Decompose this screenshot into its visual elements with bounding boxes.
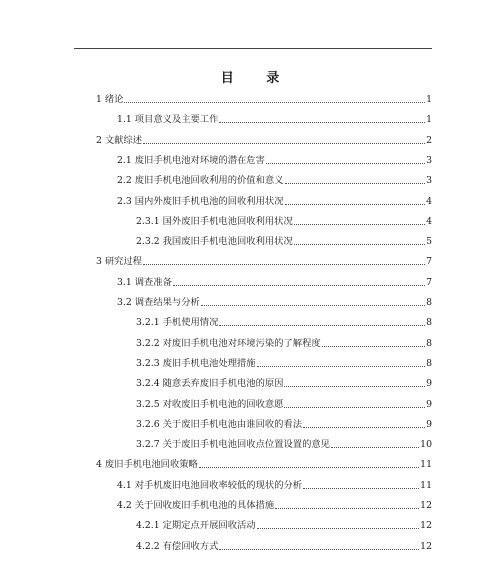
toc-entry[interactable]: [117, 297, 432, 309]
toc-entry[interactable]: [96, 459, 432, 471]
dot-leader: [219, 541, 419, 550]
toc-entry[interactable]: [117, 155, 432, 167]
toc-entry-page-number: 11: [420, 459, 432, 471]
toc-entry[interactable]: [136, 378, 432, 390]
toc-entry-label: 3.2.5 对收废旧手机电池的回收意愿: [136, 398, 284, 410]
toc-entry[interactable]: [136, 216, 432, 228]
header-rule: [74, 48, 432, 49]
toc-entry-page-number: 7: [426, 276, 432, 288]
dot-leader: [284, 378, 425, 387]
toc-entry-label: 2.2 废旧手机电池回收利用的价值和意义: [117, 175, 284, 187]
toc-entry-label: 4.2.2 有偿回收方式: [136, 540, 219, 552]
toc-entry-page-number: 4: [426, 215, 432, 227]
dot-leader: [285, 196, 426, 205]
toc-entry-label: 3 研究过程: [96, 256, 143, 268]
dot-leader: [284, 399, 425, 408]
dot-leader: [143, 135, 425, 144]
toc-entry[interactable]: [136, 358, 432, 370]
toc-entry-page-number: 3: [426, 175, 432, 187]
toc-entry[interactable]: [136, 419, 432, 431]
dot-leader: [303, 419, 425, 428]
dot-leader: [285, 175, 426, 184]
dot-leader: [219, 317, 425, 326]
dot-leader: [303, 480, 419, 489]
toc-entry-label: 4.1 对手机废旧电池回收率较低的现状的分析: [117, 479, 303, 491]
toc-entry-label: 4 废旧手机电池回收策略: [96, 459, 198, 471]
toc-entry-label: 3.2.4 随意丢弃废旧手机电池的原因: [136, 378, 284, 390]
toc-entry[interactable]: [117, 480, 432, 492]
toc-entry-page-number: 10: [420, 439, 432, 451]
dot-leader: [294, 236, 425, 245]
toc-entry-label: 3.2.3 废旧手机电池处理措施: [136, 357, 256, 369]
dot-leader: [173, 277, 425, 286]
toc-entry-label: 3.2 调查结果与分析: [117, 297, 200, 308]
toc-title: 目 录: [220, 71, 294, 86]
toc-entry-label: 4.2 关于回收废旧手机电池的具体措施: [117, 500, 275, 511]
toc-entry[interactable]: [136, 520, 432, 532]
toc-entry[interactable]: [96, 94, 432, 106]
toc-entry-label: 3.2.6 关于废旧手机电池由谁回收的看法: [136, 418, 303, 430]
toc-entry-label: 2.1 废旧手机电池对环境的潜在危害: [117, 154, 265, 166]
dot-leader: [257, 358, 425, 367]
toc-entry[interactable]: [117, 175, 432, 187]
dot-leader: [199, 459, 419, 468]
toc-entry-label: 2.3.1 国外废旧手机电池回收利用状况: [136, 215, 293, 227]
toc-entry-label: 1 绪论: [96, 94, 124, 105]
toc-entry-page-number: 8: [426, 317, 432, 329]
toc-entry-page-number: 2: [426, 134, 432, 146]
toc-entry-page-number: 4: [426, 195, 432, 207]
toc-entry[interactable]: [117, 196, 432, 208]
toc-entry-label: 2 文献综述: [96, 134, 143, 146]
toc-entry[interactable]: [136, 439, 432, 451]
toc-entry[interactable]: [136, 236, 432, 248]
toc-entry-page-number: 1: [426, 94, 432, 105]
toc-entry-label: 2.3.2 我国废旧手机电池回收利用状况: [136, 236, 293, 248]
toc-entry-page-number: 9: [426, 418, 432, 430]
toc-entry-label: 3.2.7 关于废旧手机电池回收点位置设置的意见: [136, 439, 330, 451]
toc-entry[interactable]: [96, 256, 432, 268]
toc-entry[interactable]: [136, 541, 432, 553]
toc-entry-label: 4.2.1 定期定点开展回收活动: [136, 520, 256, 532]
dot-leader: [294, 216, 425, 225]
toc-entry-label: 3.2.1 手机使用情况: [136, 317, 219, 329]
toc-entry-page-number: 9: [426, 378, 432, 390]
toc-entry-page-number: 12: [420, 540, 432, 552]
toc-entry[interactable]: [136, 317, 432, 329]
toc-entry[interactable]: [136, 399, 432, 411]
toc-entry[interactable]: [136, 338, 432, 350]
dot-leader: [124, 94, 425, 103]
toc-entry-page-number: 9: [426, 398, 432, 410]
toc-entry-label: 1.1 项目意义及主要工作: [117, 114, 219, 126]
toc-entry-label: 3.2.2 对废旧手机电池对环境污染的了解程度: [136, 337, 321, 349]
dot-leader: [331, 439, 419, 448]
toc-entry[interactable]: [117, 500, 432, 512]
toc-entry[interactable]: [96, 135, 432, 147]
dot-leader: [143, 256, 425, 265]
toc-entry-page-number: 12: [420, 500, 432, 511]
toc-entry-page-number: 1: [426, 114, 432, 126]
dot-leader: [322, 338, 425, 347]
toc-entry-page-number: 11: [420, 479, 432, 491]
toc-entry-label: 3.1 调查准备: [117, 276, 172, 288]
toc-entry-page-number: 5: [426, 236, 432, 248]
dot-leader: [201, 297, 425, 306]
toc-entry[interactable]: [117, 277, 432, 289]
toc-entry[interactable]: [117, 114, 432, 126]
toc-entry-page-number: 12: [420, 520, 432, 532]
toc-entry-page-number: 7: [426, 256, 432, 268]
toc-entry-page-number: 8: [426, 297, 432, 308]
dot-leader: [219, 114, 425, 123]
toc-entry-page-number: 3: [426, 154, 432, 166]
toc-entry-page-number: 8: [426, 337, 432, 349]
toc-entry-label: 2.3 国内外废旧手机电池的回收利用状况: [117, 195, 284, 207]
dot-leader: [275, 500, 419, 509]
dot-leader: [257, 520, 420, 529]
toc-entry-page-number: 8: [426, 357, 432, 369]
dot-leader: [266, 155, 425, 164]
